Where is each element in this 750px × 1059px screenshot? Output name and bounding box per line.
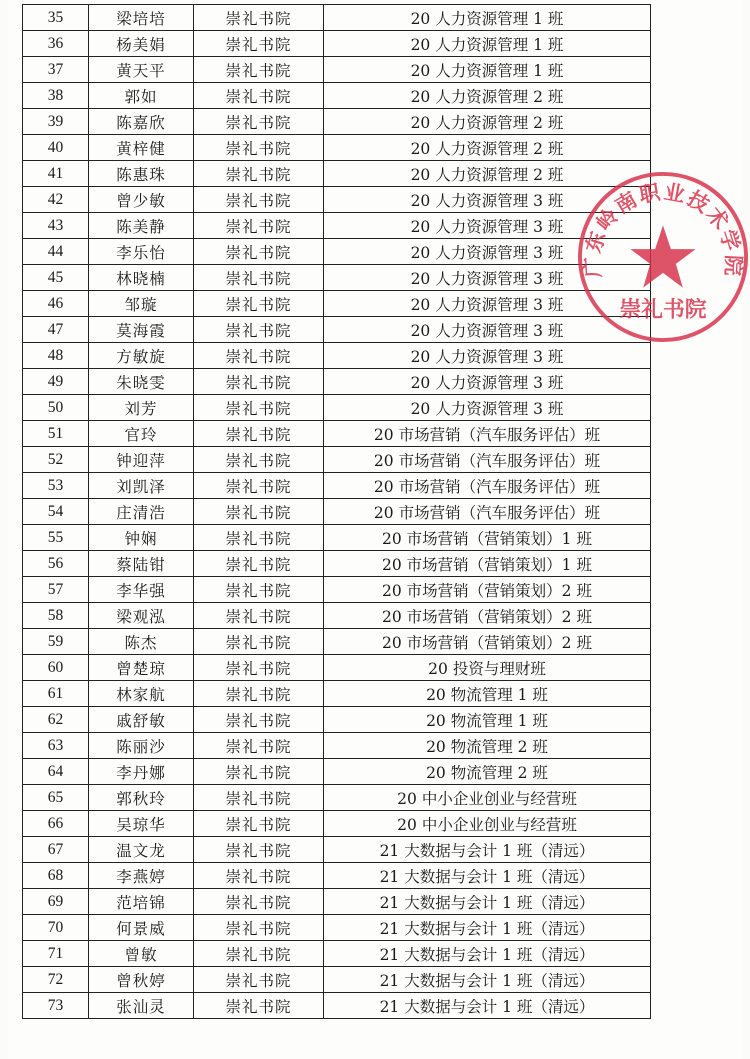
row-number-cell: 64 [23,759,89,785]
class-cell: 20 物流管理 2 班 [324,733,651,759]
student-name-cell: 梁观泓 [89,603,194,629]
class-cell: 20 人力资源管理 2 班 [324,135,651,161]
college-cell: 崇礼书院 [194,291,324,317]
class-cell: 20 人力资源管理 3 班 [324,343,651,369]
row-number-cell: 35 [23,5,89,31]
row-number-cell: 62 [23,707,89,733]
row-number-cell: 53 [23,473,89,499]
table-row [23,31,651,57]
college-cell: 崇礼书院 [194,603,324,629]
row-number-cell: 73 [23,993,89,1019]
table-row [23,603,651,629]
student-roster-table [22,4,651,1019]
row-number-cell: 67 [23,837,89,863]
row-number-cell: 71 [23,941,89,967]
table-row [23,109,651,135]
seal-ring-text: 广东岭南职业技术学院 [580,179,746,279]
college-cell: 崇礼书院 [194,473,324,499]
student-name-cell: 刘芳 [89,395,194,421]
table-row [23,161,651,187]
student-name-cell: 林家航 [89,681,194,707]
table-row [23,265,651,291]
college-cell: 崇礼书院 [194,733,324,759]
class-cell: 20 物流管理 2 班 [324,759,651,785]
row-number-cell: 43 [23,213,89,239]
row-number-cell: 58 [23,603,89,629]
college-cell: 崇礼书院 [194,863,324,889]
row-number-cell: 49 [23,369,89,395]
table-row [23,863,651,889]
table-row [23,681,651,707]
college-cell: 崇礼书院 [194,265,324,291]
class-cell: 20 人力资源管理 1 班 [324,5,651,31]
student-name-cell: 邹璇 [89,291,194,317]
student-name-cell: 戚舒敏 [89,707,194,733]
college-cell: 崇礼书院 [194,187,324,213]
row-number-cell: 38 [23,83,89,109]
class-cell: 20 市场营销（营销策划）2 班 [324,629,651,655]
table-row [23,343,651,369]
table-row [23,889,651,915]
row-number-cell: 57 [23,577,89,603]
class-cell: 20 市场营销（营销策划）1 班 [324,551,651,577]
college-cell: 崇礼书院 [194,941,324,967]
table-row [23,811,651,837]
college-cell: 崇礼书院 [194,421,324,447]
college-cell: 崇礼书院 [194,395,324,421]
college-cell: 崇礼书院 [194,915,324,941]
student-name-cell: 曾敏 [89,941,194,967]
row-number-cell: 66 [23,811,89,837]
class-cell: 21 大数据与会计 1 班（清远） [324,863,651,889]
table-row [23,837,651,863]
class-cell: 21 大数据与会计 1 班（清远） [324,837,651,863]
student-name-cell: 方敏旋 [89,343,194,369]
class-cell: 21 大数据与会计 1 班（清远） [324,889,651,915]
row-number-cell: 40 [23,135,89,161]
college-cell: 崇礼书院 [194,707,324,733]
table-row [23,369,651,395]
college-cell: 崇礼书院 [194,993,324,1019]
college-cell: 崇礼书院 [194,525,324,551]
student-name-cell: 陈嘉欣 [89,109,194,135]
student-name-cell: 莫海霞 [89,317,194,343]
table-row [23,187,651,213]
table-row [23,447,651,473]
student-name-cell: 李华强 [89,577,194,603]
table-row [23,551,651,577]
row-number-cell: 59 [23,629,89,655]
class-cell: 20 物流管理 1 班 [324,681,651,707]
table-row [23,135,651,161]
table-row [23,395,651,421]
table-row [23,967,651,993]
table-row [23,213,651,239]
college-cell: 崇礼书院 [194,213,324,239]
college-cell: 崇礼书院 [194,759,324,785]
class-cell: 20 人力资源管理 3 班 [324,187,651,213]
table-row [23,629,651,655]
college-cell: 崇礼书院 [194,5,324,31]
table-row [23,57,651,83]
college-cell: 崇礼书院 [194,811,324,837]
document-page [8,0,746,1059]
college-cell: 崇礼书院 [194,109,324,135]
class-cell: 20 人力资源管理 3 班 [324,369,651,395]
class-cell: 20 人力资源管理 3 班 [324,395,651,421]
table-row [23,239,651,265]
row-number-cell: 42 [23,187,89,213]
row-number-cell: 37 [23,57,89,83]
row-number-cell: 51 [23,421,89,447]
row-number-cell: 63 [23,733,89,759]
student-name-cell: 郭如 [89,83,194,109]
class-cell: 21 大数据与会计 1 班（清远） [324,993,651,1019]
college-cell: 崇礼书院 [194,499,324,525]
class-cell: 20 人力资源管理 3 班 [324,213,651,239]
college-cell: 崇礼书院 [194,785,324,811]
table-row [23,499,651,525]
table-row [23,993,651,1019]
class-cell: 20 人力资源管理 3 班 [324,239,651,265]
class-cell: 20 人力资源管理 3 班 [324,291,651,317]
class-cell: 21 大数据与会计 1 班（清远） [324,967,651,993]
class-cell: 20 人力资源管理 1 班 [324,31,651,57]
student-name-cell: 林晓楠 [89,265,194,291]
college-cell: 崇礼书院 [194,447,324,473]
student-name-cell: 郭秋玲 [89,785,194,811]
table-row [23,83,651,109]
class-cell: 20 物流管理 1 班 [324,707,651,733]
table-row [23,291,651,317]
student-name-cell: 钟娴 [89,525,194,551]
college-cell: 崇礼书院 [194,837,324,863]
row-number-cell: 50 [23,395,89,421]
class-cell: 21 大数据与会计 1 班（清远） [324,941,651,967]
row-number-cell: 39 [23,109,89,135]
class-cell: 20 中小企业创业与经营班 [324,785,651,811]
student-name-cell: 范培锦 [89,889,194,915]
class-cell: 20 人力资源管理 2 班 [324,83,651,109]
row-number-cell: 46 [23,291,89,317]
class-cell: 20 人力资源管理 1 班 [324,57,651,83]
student-name-cell: 庄清浩 [89,499,194,525]
college-cell: 崇礼书院 [194,31,324,57]
college-cell: 崇礼书院 [194,239,324,265]
class-cell: 20 人力资源管理 3 班 [324,265,651,291]
row-number-cell: 48 [23,343,89,369]
class-cell: 20 市场营销（汽车服务评估）班 [324,473,651,499]
student-name-cell: 李乐怡 [89,239,194,265]
college-cell: 崇礼书院 [194,343,324,369]
college-cell: 崇礼书院 [194,629,324,655]
row-number-cell: 44 [23,239,89,265]
student-name-cell: 黄梓健 [89,135,194,161]
seal-center-text: 崇礼书院 [619,297,707,323]
student-name-cell: 曾秋婷 [89,967,194,993]
college-cell: 崇礼书院 [194,317,324,343]
table-row [23,421,651,447]
student-name-cell: 何景威 [89,915,194,941]
table-row [23,707,651,733]
student-name-cell: 陈丽沙 [89,733,194,759]
table-row [23,5,651,31]
row-number-cell: 69 [23,889,89,915]
table-row [23,759,651,785]
table-row [23,733,651,759]
row-number-cell: 54 [23,499,89,525]
college-cell: 崇礼书院 [194,83,324,109]
table-row [23,915,651,941]
student-name-cell: 曾楚琼 [89,655,194,681]
roster-body [23,5,651,1019]
college-cell: 崇礼书院 [194,369,324,395]
student-name-cell: 官玲 [89,421,194,447]
student-name-cell: 钟迎萍 [89,447,194,473]
student-name-cell: 梁培培 [89,5,194,31]
class-cell: 21 大数据与会计 1 班（清远） [324,915,651,941]
student-name-cell: 李丹娜 [89,759,194,785]
row-number-cell: 45 [23,265,89,291]
row-number-cell: 52 [23,447,89,473]
student-name-cell: 张汕灵 [89,993,194,1019]
student-name-cell: 蔡陆钳 [89,551,194,577]
student-name-cell: 吴琼华 [89,811,194,837]
student-name-cell: 刘凯泽 [89,473,194,499]
table-row [23,525,651,551]
college-cell: 崇礼书院 [194,889,324,915]
table-row [23,785,651,811]
class-cell: 20 市场营销（营销策划）1 班 [324,525,651,551]
student-name-cell: 陈美静 [89,213,194,239]
row-number-cell: 56 [23,551,89,577]
row-number-cell: 36 [23,31,89,57]
class-cell: 20 投资与理财班 [324,655,651,681]
row-number-cell: 55 [23,525,89,551]
college-cell: 崇礼书院 [194,57,324,83]
row-number-cell: 61 [23,681,89,707]
class-cell: 20 市场营销（汽车服务评估）班 [324,499,651,525]
college-cell: 崇礼书院 [194,681,324,707]
student-name-cell: 杨美娟 [89,31,194,57]
student-name-cell: 陈杰 [89,629,194,655]
student-name-cell: 曾少敏 [89,187,194,213]
row-number-cell: 72 [23,967,89,993]
class-cell: 20 市场营销（汽车服务评估）班 [324,447,651,473]
row-number-cell: 41 [23,161,89,187]
class-cell: 20 市场营销（营销策划）2 班 [324,603,651,629]
college-cell: 崇礼书院 [194,967,324,993]
student-name-cell: 陈惠珠 [89,161,194,187]
student-name-cell: 李燕婷 [89,863,194,889]
college-cell: 崇礼书院 [194,577,324,603]
table-row [23,317,651,343]
table-row [23,473,651,499]
student-name-cell: 朱晓雯 [89,369,194,395]
row-number-cell: 47 [23,317,89,343]
class-cell: 20 人力资源管理 2 班 [324,109,651,135]
college-cell: 崇礼书院 [194,655,324,681]
class-cell: 20 市场营销（汽车服务评估）班 [324,421,651,447]
class-cell: 20 市场营销（营销策划）2 班 [324,577,651,603]
college-cell: 崇礼书院 [194,161,324,187]
table-row [23,941,651,967]
class-cell: 20 人力资源管理 2 班 [324,161,651,187]
student-name-cell: 温文龙 [89,837,194,863]
college-cell: 崇礼书院 [194,551,324,577]
row-number-cell: 70 [23,915,89,941]
college-cell: 崇礼书院 [194,135,324,161]
row-number-cell: 65 [23,785,89,811]
table-row [23,577,651,603]
table-row [23,655,651,681]
class-cell: 20 中小企业创业与经营班 [324,811,651,837]
class-cell: 20 人力资源管理 3 班 [324,317,651,343]
row-number-cell: 60 [23,655,89,681]
student-name-cell: 黄天平 [89,57,194,83]
row-number-cell: 68 [23,863,89,889]
